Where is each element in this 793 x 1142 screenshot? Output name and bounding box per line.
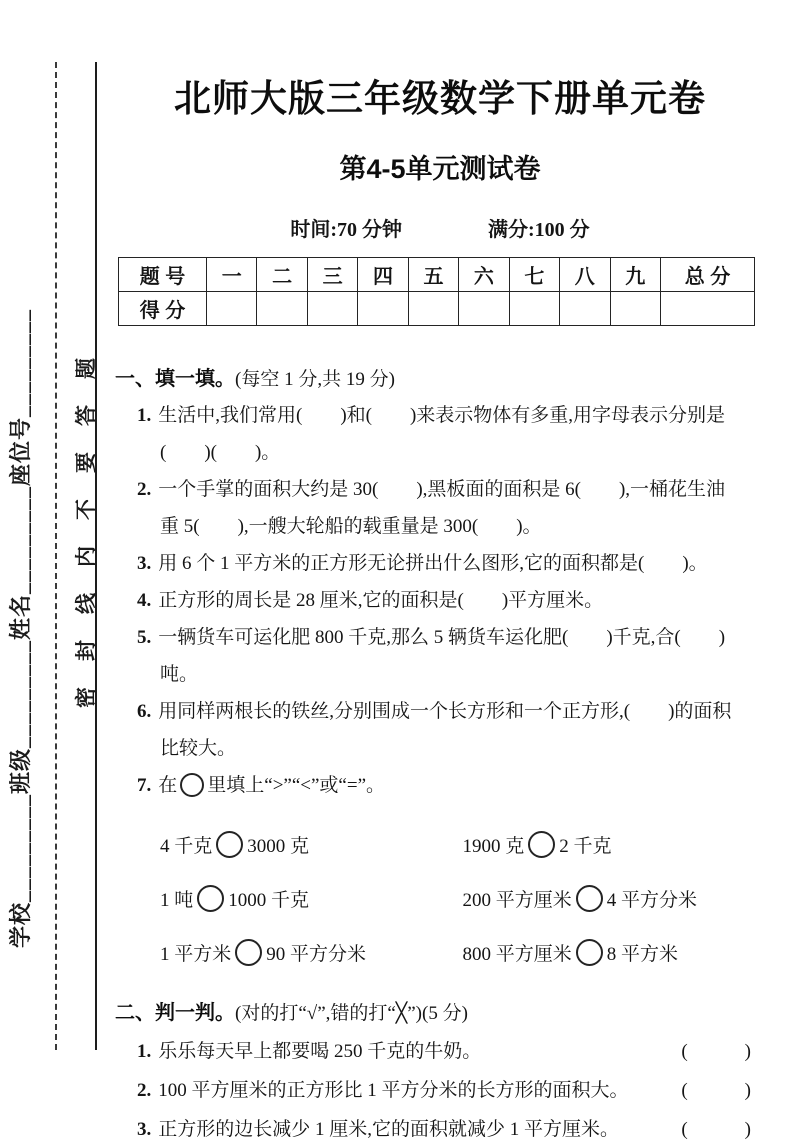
score-cell bbox=[257, 292, 307, 326]
comparison-row bbox=[115, 885, 765, 912]
column-header: 九 bbox=[610, 258, 661, 292]
score-cell bbox=[661, 292, 755, 326]
column-header: 八 bbox=[560, 258, 610, 292]
question-line-continuation: 重 5( ),一艘大轮船的载重量是 300( )。 bbox=[160, 516, 542, 537]
comparison-item bbox=[463, 885, 766, 912]
score-cell bbox=[459, 292, 509, 326]
question-number: 3. bbox=[137, 1119, 152, 1140]
column-header: 六 bbox=[459, 258, 509, 292]
section-note: (对的打“√”,错的打“╳”)(5 分) bbox=[235, 1003, 468, 1024]
column-header: 三 bbox=[307, 258, 357, 292]
comparison-circle-blank bbox=[235, 939, 262, 966]
comparison-left-value: 200 平方厘米 bbox=[462, 890, 572, 911]
score-table-header-row bbox=[119, 258, 755, 292]
question-line-continuation: 吨。 bbox=[160, 664, 199, 685]
comparison-row bbox=[115, 939, 765, 966]
score-cell bbox=[560, 292, 610, 326]
question-number: 7. bbox=[137, 775, 152, 796]
score-cell bbox=[408, 292, 458, 326]
question-line bbox=[115, 625, 765, 650]
question-text: 在 bbox=[158, 775, 178, 796]
comparison-item bbox=[463, 831, 766, 858]
score-cell bbox=[610, 292, 661, 326]
column-header: 四 bbox=[358, 258, 408, 292]
question-line bbox=[115, 551, 765, 576]
comparison-right-value: 8 平方米 bbox=[606, 944, 679, 965]
question-number: 3. bbox=[137, 553, 152, 574]
column-header: 七 bbox=[509, 258, 559, 292]
comparison-circle-blank bbox=[528, 831, 555, 858]
comparison-left-value: 4 千克 bbox=[160, 836, 213, 857]
score-cell bbox=[307, 292, 357, 326]
comparison-left-value: 1900 克 bbox=[462, 836, 525, 857]
comparison-item bbox=[160, 939, 463, 966]
answer-parentheses: ( ) bbox=[681, 1041, 751, 1062]
comparison-left-value: 800 平方厘米 bbox=[462, 944, 572, 965]
comparison-right-value: 4 平方分米 bbox=[606, 890, 698, 911]
question-number: 1. bbox=[137, 405, 152, 426]
comparison-circle-blank bbox=[197, 885, 224, 912]
question-line-continuation: 比较大。 bbox=[160, 738, 237, 759]
column-header: 五 bbox=[408, 258, 458, 292]
question-line bbox=[115, 699, 765, 724]
question-text: 100 平方厘米的正方形比 1 平方分米的长方形的面积大。 bbox=[158, 1080, 629, 1101]
question-text: 里填上“>”“<”或“=”。 bbox=[207, 775, 386, 796]
judge-question-row bbox=[115, 1039, 765, 1064]
score-table bbox=[118, 257, 755, 326]
section-title: 二、判一判。 bbox=[115, 1002, 235, 1024]
judge-section-heading bbox=[115, 996, 765, 1025]
comparison-circle-blank bbox=[216, 831, 243, 858]
comparison-right-value: 2 千克 bbox=[559, 836, 612, 857]
section-title: 一、填一填。 bbox=[115, 368, 235, 390]
main-content bbox=[115, 58, 765, 1142]
question-number-header: 题 号 bbox=[119, 258, 207, 292]
total-score-header: 总 分 bbox=[661, 258, 755, 292]
question-line bbox=[115, 403, 765, 428]
judge-question bbox=[137, 1039, 481, 1064]
exam-meta bbox=[115, 213, 765, 242]
comparison-circle-blank bbox=[576, 885, 603, 912]
question-text: 一个手掌的面积大约是 30( ),黑板面的面积是 6( ),一桶花生油 bbox=[158, 479, 726, 500]
column-header: 二 bbox=[257, 258, 307, 292]
seal-dashed-line bbox=[55, 62, 57, 1050]
score-table-score-row bbox=[119, 292, 755, 326]
score-cell bbox=[509, 292, 559, 326]
question-number: 2. bbox=[137, 479, 152, 500]
question-text: 一辆货车可运化肥 800 千克,那么 5 辆货车运化肥( )千克,合( ) bbox=[158, 627, 726, 648]
question-number: 6. bbox=[137, 701, 152, 722]
judge-question bbox=[137, 1117, 619, 1142]
answer-parentheses: ( ) bbox=[681, 1080, 751, 1101]
comparison-left-value: 1 平方米 bbox=[160, 944, 232, 965]
comparison-circle-blank bbox=[180, 773, 204, 797]
judge-question bbox=[137, 1078, 629, 1103]
answer-parentheses: ( ) bbox=[681, 1119, 751, 1140]
comparison-circle-blank bbox=[576, 939, 603, 966]
question-text: 正方形的周长是 28 厘米,它的面积是( )平方厘米。 bbox=[158, 590, 604, 611]
unit-subtitle: 第4-5单元测试卷 bbox=[339, 154, 541, 184]
question-line bbox=[115, 773, 765, 798]
question-number: 2. bbox=[137, 1080, 152, 1101]
comparison-item bbox=[160, 885, 463, 912]
question-text: 用同样两根长的铁丝,分别围成一个长方形和一个正方形,( )的面积 bbox=[158, 701, 732, 722]
question-line bbox=[115, 588, 765, 613]
question-text: 用 6 个 1 平方米的正方形无论拼出什么图形,它的面积都是( )。 bbox=[158, 553, 708, 574]
paper-title: 北师大版三年级数学下册单元卷 bbox=[174, 78, 706, 119]
score-cell bbox=[207, 292, 257, 326]
question-line bbox=[115, 477, 765, 502]
score-cell bbox=[358, 292, 408, 326]
student-info-fields: 学校_________班级_________姓名_________座位号_________ bbox=[8, 308, 33, 948]
judge-question-row bbox=[115, 1078, 765, 1103]
comparison-row bbox=[115, 831, 765, 858]
comparison-item bbox=[463, 939, 766, 966]
score-row-header: 得 分 bbox=[119, 292, 207, 326]
section-note: (每空 1 分,共 19 分) bbox=[235, 369, 395, 390]
question-text: 生活中,我们常用( )和( )来表示物体有多重,用字母表示分别是 bbox=[158, 405, 726, 426]
comparison-right-value: 3000 克 bbox=[247, 836, 310, 857]
seal-warning-text: 密封线内不要答题 bbox=[74, 332, 98, 708]
question-text: 乐乐每天早上都要喝 250 千克的牛奶。 bbox=[158, 1041, 482, 1062]
column-header: 一 bbox=[207, 258, 257, 292]
question-text: 正方形的边长减少 1 厘米,它的面积就减少 1 平方厘米。 bbox=[158, 1119, 620, 1140]
comparison-right-value: 90 平方分米 bbox=[266, 944, 367, 965]
comparison-item bbox=[160, 831, 463, 858]
fill-section-heading bbox=[115, 362, 765, 391]
full-score-label: 满分:100 分 bbox=[488, 219, 590, 241]
question-line-continuation: ( )( )。 bbox=[160, 442, 281, 463]
question-number: 1. bbox=[137, 1041, 152, 1062]
time-label: 时间:70 分钟 bbox=[290, 219, 402, 241]
judge-question-row bbox=[115, 1117, 765, 1142]
question-number: 5. bbox=[137, 627, 152, 648]
comparison-left-value: 1 吨 bbox=[160, 890, 194, 911]
seal-solid-line bbox=[95, 62, 97, 1050]
question-number: 4. bbox=[137, 590, 152, 611]
comparison-right-value: 1000 千克 bbox=[228, 890, 310, 911]
